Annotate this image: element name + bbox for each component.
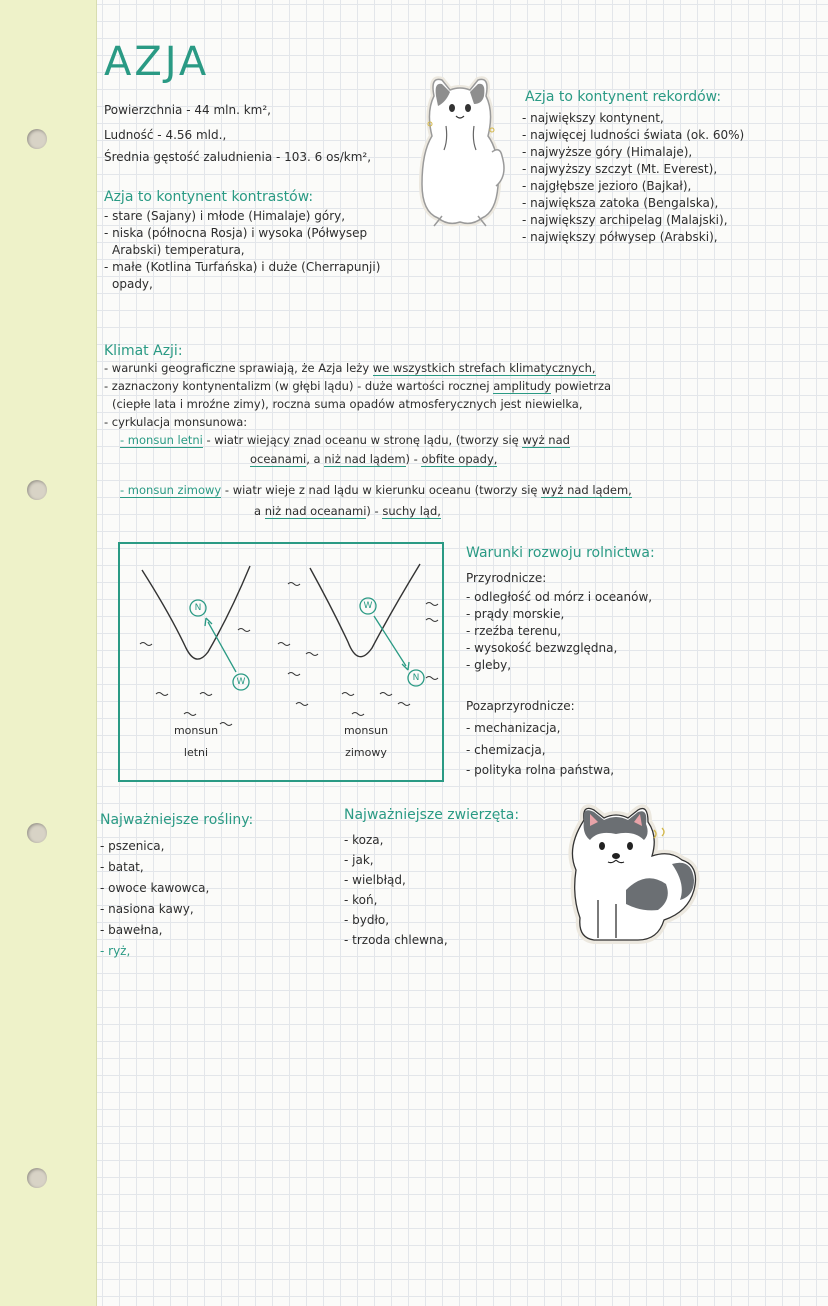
list-item: - najgłębsze jezioro (Bajkał), xyxy=(522,179,692,193)
list-item: - batat, xyxy=(100,860,144,874)
climate-line-4: - cyrkulacja monsunowa: xyxy=(104,415,248,429)
winter-caption-1: monsun xyxy=(343,724,389,737)
natural-factors-heading: Przyrodnicze: xyxy=(466,571,547,585)
list-item: - małe (Kotlina Turfańska) i duże (Cherrapunji) xyxy=(104,260,381,274)
plants-list xyxy=(100,836,209,962)
list-item: - stare (Sajany) i młode (Himalaje) góry, xyxy=(104,209,346,223)
stat-population xyxy=(104,127,226,144)
summer-caption-2: letni xyxy=(183,746,209,759)
list-item: - bawełna, xyxy=(100,923,163,937)
husky-sticker-icon xyxy=(554,800,704,950)
page-margin xyxy=(0,0,97,1306)
list-item: - najwięcej ludności świata (ok. 60%) xyxy=(522,128,745,142)
climate-line-3: (ciepłe lata i mroźne zimy), roczna suma opadów atmosferycznych jest niewielka, xyxy=(112,397,583,411)
list-item: - największy półwysep (Arabski), xyxy=(522,230,718,244)
winter-caption-2: zimowy xyxy=(345,746,387,759)
list-item: - wysokość bezwzględna, xyxy=(466,641,618,655)
climate-highlight: oceanami xyxy=(250,452,307,466)
high-pressure-label: W xyxy=(363,601,373,611)
climate-text: powietrza xyxy=(551,379,612,393)
list-item: - trzoda chlewna, xyxy=(344,933,448,947)
punch-hole xyxy=(27,129,47,149)
contrasts-list xyxy=(104,208,380,293)
list-item: - rzeźba terenu, xyxy=(466,624,562,638)
climate-text: , a xyxy=(306,452,325,466)
summer-monsoon-line xyxy=(120,432,570,449)
punch-hole xyxy=(27,1168,47,1188)
climate-line-2 xyxy=(104,378,611,395)
contrasts-heading: Azja to kontynent kontrastów: xyxy=(104,189,314,205)
list-item: - mechanizacja, xyxy=(466,721,561,735)
climate-highlight: suchy ląd, xyxy=(382,504,441,518)
list-item: - polityka rolna państwa, xyxy=(466,763,615,777)
climate-text: - wiatr wieje z nad lądu w kierunku oceanu (tworzy się xyxy=(221,483,542,497)
cat-sticker-icon xyxy=(412,66,508,236)
list-item: - jak, xyxy=(344,853,374,867)
climate-highlight: niż nad oceanami xyxy=(264,504,367,518)
climate-text: ) - xyxy=(366,504,383,518)
monsoon-diagram xyxy=(118,542,444,782)
climate-text: a xyxy=(254,504,265,518)
list-item: - pszenica, xyxy=(100,839,165,853)
list-item: - ryż, xyxy=(100,944,131,958)
punch-hole xyxy=(27,823,47,843)
climate-text: - warunki geograficzne sprawiają, że Azja leży xyxy=(104,361,373,375)
list-item: - nasiona kawy, xyxy=(100,902,194,916)
list-item: - koza, xyxy=(344,833,384,847)
list-item: - gleby, xyxy=(466,658,512,672)
list-item: - owoce kawowca, xyxy=(100,881,210,895)
list-item: - wielbłąd, xyxy=(344,873,406,887)
winter-monsoon-label: - monsun zimowy xyxy=(120,483,222,497)
list-item: - koń, xyxy=(344,893,378,907)
low-pressure-label: W xyxy=(236,677,246,687)
climate-line-1 xyxy=(104,360,596,377)
summer-monsoon-label: - monsun letni xyxy=(120,433,203,447)
list-item: - największa zatoka (Bengalska), xyxy=(522,196,719,210)
stat-density xyxy=(104,149,371,166)
climate-highlight: we wszystkich strefach klimatycznych, xyxy=(372,361,596,375)
climate-text: ) - xyxy=(405,452,422,466)
climate-text: - wiatr wiejący znad oceanu w stronę lądu, (tworzy się xyxy=(202,433,523,447)
list-item: - największy archipelag (Malajski), xyxy=(522,213,728,227)
climate-highlight: wyż nad lądem, xyxy=(541,483,632,497)
list-item: opady, xyxy=(112,277,153,291)
high-pressure-label: N xyxy=(194,603,202,613)
monsoon-drawing xyxy=(120,544,442,780)
stat-area-text: Powierzchnia - 44 mln. km², xyxy=(104,103,271,117)
summer-caption-1: monsun xyxy=(173,724,219,737)
climate-highlight: wyż nad xyxy=(522,433,570,447)
list-item: - najwyższy szczyt (Mt. Everest), xyxy=(522,162,718,176)
winter-monsoon-line xyxy=(120,482,632,499)
list-item: - największy kontynent, xyxy=(522,111,664,125)
list-item: - odległość od mórz i oceanów, xyxy=(466,590,653,604)
natural-factors-list xyxy=(466,589,652,674)
stat-density-text: Średnia gęstość zaludnienia - 103. 6 os/km², xyxy=(104,150,372,164)
stat-population-text: Ludność - 4.56 mld., xyxy=(104,128,227,142)
stat-area xyxy=(104,102,271,119)
list-item: - bydło, xyxy=(344,913,390,927)
punch-hole xyxy=(27,480,47,500)
nonnatural-factors-heading: Pozaprzyrodnicze: xyxy=(466,699,575,713)
animals-heading: Najważniejsze zwierzęta: xyxy=(344,807,520,823)
list-item: - prądy morskie, xyxy=(466,607,565,621)
nonnatural-factors-list xyxy=(466,717,614,780)
climate-highlight: amplitudy xyxy=(493,379,552,393)
climate-highlight: obfite opady, xyxy=(421,452,498,466)
agriculture-heading: Warunki rozwoju rolnictwa: xyxy=(466,545,655,561)
records-heading: Azja to kontynent rekordów: xyxy=(525,89,722,105)
climate-highlight: niż nad lądem xyxy=(324,452,406,466)
climate-heading: Klimat Azji: xyxy=(104,343,183,359)
summer-monsoon-line-2 xyxy=(250,451,497,468)
list-item: - najwyższe góry (Himalaje), xyxy=(522,145,693,159)
list-item: - niska (północna Rosja) i wysoka (Półwysep xyxy=(104,226,368,240)
animals-list xyxy=(344,830,448,950)
plants-heading: Najważniejsze rośliny: xyxy=(100,812,254,828)
records-list xyxy=(522,110,744,246)
list-item: Arabski) temperatura, xyxy=(112,243,245,257)
list-item: - chemizacja, xyxy=(466,743,546,757)
page-title: AZJA xyxy=(104,39,210,85)
winter-monsoon-line-2 xyxy=(254,503,441,520)
low-pressure-label: N xyxy=(412,673,420,683)
climate-text: - zaznaczony kontynentalizm (w głębi lądu) - duże wartości rocznej xyxy=(104,379,494,393)
